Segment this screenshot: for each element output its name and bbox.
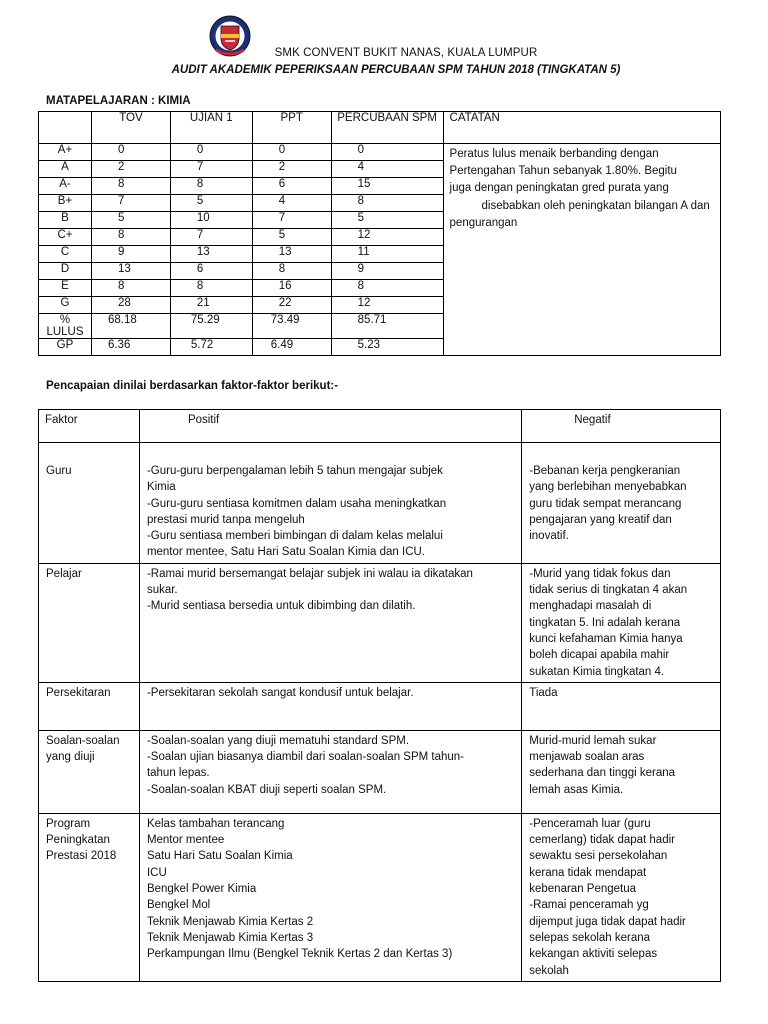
positif-line: -Guru-guru sentiasa komitmen dalam usaha meningkatkan bbox=[146, 497, 447, 510]
factor-row bbox=[39, 443, 721, 564]
gp-label: GP bbox=[39, 339, 92, 356]
grade-label: A- bbox=[39, 178, 92, 195]
factor-name-line: Peningkatan bbox=[46, 834, 110, 847]
catatan-line: pengurangan bbox=[449, 216, 518, 229]
percubaan-value: 9 bbox=[331, 263, 443, 280]
grade-label: B bbox=[39, 212, 92, 229]
positif-line: prestasi murid tanpa mengeluh bbox=[146, 513, 305, 526]
positif-line: -Murid sentiasa bersedia untuk dibimbing dan dilatih. bbox=[146, 600, 416, 613]
tov-value: 2 bbox=[91, 161, 170, 178]
ujian1-value: 6 bbox=[170, 263, 252, 280]
grade-table-header-row bbox=[39, 112, 721, 144]
percubaan-value: 8 bbox=[331, 195, 443, 212]
ujian1-value: 8 bbox=[170, 178, 252, 195]
negatif-line: dijemput juga tidak dapat hadir bbox=[529, 915, 686, 928]
ppt-value: 0 bbox=[252, 144, 331, 161]
catatan-line: Pertengahan Tahun sebanyak 1.80%. Begitu bbox=[449, 165, 677, 178]
grade-label: C bbox=[39, 246, 92, 263]
catatan-line: juga dengan peningkatan gred purata yang bbox=[449, 182, 669, 195]
ppt-value: 8 bbox=[252, 263, 331, 280]
factor-row bbox=[39, 813, 721, 981]
tov-value: 9 bbox=[91, 246, 170, 263]
program-line: Satu Hari Satu Soalan Kimia bbox=[146, 850, 293, 863]
negatif-line: Tiada bbox=[529, 686, 558, 699]
program-line: ICU bbox=[146, 866, 167, 879]
percubaan-value: 0 bbox=[331, 144, 443, 161]
percubaan-value: 4 bbox=[331, 161, 443, 178]
tov-value: 68.18 bbox=[91, 314, 170, 339]
tov-value: 8 bbox=[91, 178, 170, 195]
tov-value: 8 bbox=[91, 280, 170, 297]
factor-negatif bbox=[522, 730, 721, 813]
factor-table bbox=[38, 409, 721, 982]
factor-name-line: Program bbox=[46, 817, 91, 830]
tov-value: 28 bbox=[91, 297, 170, 314]
positif-line: -Persekitaran sekolah sangat kondusif untuk belajar. bbox=[146, 686, 414, 699]
tov-value: 0 bbox=[91, 144, 170, 161]
negatif-line: lemah asas Kimia. bbox=[529, 783, 624, 796]
negatif-line: sederhana dan tinggi kerana bbox=[529, 767, 676, 780]
factor-positif bbox=[139, 443, 521, 564]
program-line: Teknik Menjawab Kimia Kertas 2 bbox=[146, 915, 314, 928]
header-ujian1: UJIAN 1 bbox=[170, 112, 252, 144]
factor-name bbox=[39, 682, 140, 730]
ujian1-value: 10 bbox=[170, 212, 252, 229]
negatif-line: -Ramai penceramah yg bbox=[529, 899, 649, 912]
tov-value: 7 bbox=[91, 195, 170, 212]
header-positif: Positif bbox=[139, 410, 521, 443]
positif-line: -Guru sentiasa memberi bimbingan di dalam kelas melalui bbox=[146, 530, 443, 543]
ppt-value: 16 bbox=[252, 280, 331, 297]
factor-name-line: Soalan-soalan bbox=[46, 734, 120, 747]
header-tov: TOV bbox=[91, 112, 170, 144]
header-faktor: Faktor bbox=[39, 410, 140, 443]
audit-title: AUDIT AKADEMIK PEPERIKSAAN PERCUBAAN SPM TAHUN 2018 (TINGKATAN 5) bbox=[171, 64, 621, 76]
negatif-line: tidak serius di tingkatan 4 akan bbox=[529, 584, 688, 597]
ujian1-value: 5 bbox=[170, 195, 252, 212]
catatan-notes bbox=[443, 144, 720, 356]
factor-name bbox=[39, 563, 140, 682]
factor-name-line: Persekitaran bbox=[46, 686, 111, 699]
grade-table bbox=[38, 111, 721, 356]
tov-value: 13 bbox=[91, 263, 170, 280]
program-line: Perkampungan Ilmu (Bengkel Teknik Kertas 2 dan Kertas 3) bbox=[146, 948, 453, 961]
factor-positif bbox=[139, 682, 521, 730]
factor-name-line: Pelajar bbox=[46, 567, 82, 580]
negatif-line: yang berlebihan menyebabkan bbox=[529, 481, 687, 494]
header-percubaan: PERCUBAAN SPM bbox=[331, 112, 443, 144]
catatan-line: disebabkan oleh peningkatan bilangan A dan bbox=[481, 199, 710, 212]
positif-line: -Soalan-soalan yang diuji mematuhi standard SPM. bbox=[146, 734, 410, 747]
percubaan-value: 8 bbox=[331, 280, 443, 297]
factor-name bbox=[39, 730, 140, 813]
positif-line: tahun lepas. bbox=[146, 767, 210, 780]
positif-line: sukar. bbox=[146, 584, 178, 597]
lulus-label bbox=[39, 314, 92, 339]
factor-name bbox=[39, 443, 140, 564]
ujian1-value: 7 bbox=[170, 161, 252, 178]
percubaan-value: 11 bbox=[331, 246, 443, 263]
header-catatan: CATATAN bbox=[443, 112, 720, 144]
negatif-line: inovatif. bbox=[529, 530, 569, 543]
negatif-line: sewaktu sesi persekolahan bbox=[529, 850, 668, 863]
ppt-value: 2 bbox=[252, 161, 331, 178]
subject-heading: MATAPELAJARAN : KIMIA bbox=[46, 95, 191, 107]
negatif-line: cemerlang) tidak dapat hadir bbox=[529, 834, 675, 847]
negatif-line: sukatan Kimia tingkatan 4. bbox=[529, 665, 665, 678]
grade-label: C+ bbox=[39, 229, 92, 246]
grade-label: A+ bbox=[39, 144, 92, 161]
ppt-value: 6.49 bbox=[252, 339, 331, 356]
negatif-line: menjawab soalan aras bbox=[529, 751, 645, 764]
negatif-line: guru tidak sempat merancang bbox=[529, 497, 682, 510]
negatif-line: kunci kefahaman Kimia hanya bbox=[529, 632, 683, 645]
negatif-line: -Murid yang tidak fokus dan bbox=[529, 567, 671, 580]
positif-line: -Soalan ujian biasanya diambil dari soalan-soalan SPM tahun- bbox=[146, 751, 465, 764]
ujian1-value: 75.29 bbox=[170, 314, 252, 339]
school-name: SMK CONVENT BUKIT NANAS, KUALA LUMPUR bbox=[274, 47, 538, 59]
assessment-intro: Pencapaian dinilai berdasarkan faktor-faktor berikut:- bbox=[46, 380, 339, 392]
ujian1-value: 8 bbox=[170, 280, 252, 297]
factor-positif bbox=[139, 563, 521, 682]
ujian1-value: 7 bbox=[170, 229, 252, 246]
positif-line: Kimia bbox=[146, 481, 176, 494]
positif-line: -Soalan-soalan KBAT diuji seperti soalan SPM. bbox=[146, 783, 387, 796]
header-negatif: Negatif bbox=[522, 410, 721, 443]
factor-negatif bbox=[522, 563, 721, 682]
ppt-value: 5 bbox=[252, 229, 331, 246]
negatif-line: Murid-murid lemah sukar bbox=[529, 734, 657, 747]
program-line: Bengkel Mol bbox=[146, 899, 211, 912]
ujian1-value: 0 bbox=[170, 144, 252, 161]
ujian1-value: 5.72 bbox=[170, 339, 252, 356]
grade-row bbox=[39, 144, 721, 161]
header-ppt: PPT bbox=[252, 112, 331, 144]
factor-row bbox=[39, 563, 721, 682]
tov-value: 6.36 bbox=[91, 339, 170, 356]
program-line: Bengkel Power Kimia bbox=[146, 883, 257, 896]
percubaan-value: 15 bbox=[331, 178, 443, 195]
negatif-line: boleh dicapai apabila mahir bbox=[529, 649, 670, 662]
program-line: Kelas tambahan terancang bbox=[146, 817, 285, 830]
ujian1-value: 21 bbox=[170, 297, 252, 314]
ppt-value: 22 bbox=[252, 297, 331, 314]
header-grade bbox=[39, 112, 92, 144]
grade-label: D bbox=[39, 263, 92, 280]
tov-value: 5 bbox=[91, 212, 170, 229]
negatif-line: -Bebanan kerja pengkeranian bbox=[529, 465, 681, 477]
negatif-line: kekangan aktiviti selepas bbox=[529, 948, 658, 961]
factor-row bbox=[39, 682, 721, 730]
factor-name bbox=[39, 813, 140, 981]
percubaan-value: 5 bbox=[331, 212, 443, 229]
ppt-value: 73.49 bbox=[252, 314, 331, 339]
ujian1-value: 13 bbox=[170, 246, 252, 263]
lulus-label-line2: LULUS bbox=[46, 326, 84, 338]
factor-name-line: yang diuji bbox=[46, 751, 95, 764]
ppt-value: 13 bbox=[252, 246, 331, 263]
grade-label: E bbox=[39, 280, 92, 297]
factor-name-line: Guru bbox=[46, 465, 72, 477]
catatan-line: Peratus lulus menaik berbanding dengan bbox=[449, 148, 659, 160]
negatif-line: menghadapi masalah di bbox=[529, 600, 652, 613]
ppt-value: 6 bbox=[252, 178, 331, 195]
grade-label: A bbox=[39, 161, 92, 178]
percubaan-value: 12 bbox=[331, 229, 443, 246]
ppt-value: 4 bbox=[252, 195, 331, 212]
percubaan-value: 12 bbox=[331, 297, 443, 314]
factor-positif bbox=[139, 730, 521, 813]
grade-label: G bbox=[39, 297, 92, 314]
program-line: Mentor mentee bbox=[146, 834, 225, 847]
negatif-line: pengajaran yang kreatif dan bbox=[529, 513, 672, 526]
positif-line: -Guru-guru berpengalaman lebih 5 tahun mengajar subjek bbox=[146, 465, 443, 477]
factor-negatif bbox=[522, 813, 721, 981]
factor-positif bbox=[139, 813, 521, 981]
negatif-line: kerana tidak mendapat bbox=[529, 866, 647, 879]
ppt-value: 7 bbox=[252, 212, 331, 229]
negatif-line: selepas sekolah kerana bbox=[529, 931, 651, 944]
grade-label: B+ bbox=[39, 195, 92, 212]
positif-line: mentor mentee, Satu Hari Satu Soalan Kimia dan ICU. bbox=[146, 546, 425, 559]
percubaan-value: 5.23 bbox=[331, 339, 443, 356]
factor-table-header-row bbox=[39, 410, 721, 443]
percubaan-value: 85.71 bbox=[331, 314, 443, 339]
negatif-line: tingkatan 5. Ini adalah kerana bbox=[529, 616, 681, 629]
program-line: Teknik Menjawab Kimia Kertas 3 bbox=[146, 931, 314, 944]
negatif-line: -Penceramah luar (guru bbox=[529, 817, 651, 830]
factor-negatif bbox=[522, 682, 721, 730]
lulus-label-line1: % bbox=[59, 314, 71, 326]
negatif-line: kebenaran Pengetua bbox=[529, 883, 637, 896]
factor-name-line: Prestasi 2018 bbox=[46, 850, 117, 863]
positif-line: -Ramai murid bersemangat belajar subjek ini walau ia dikatakan bbox=[146, 567, 473, 580]
factor-negatif bbox=[522, 443, 721, 564]
negatif-line: sekolah bbox=[529, 964, 569, 977]
factor-row bbox=[39, 730, 721, 813]
tov-value: 8 bbox=[91, 229, 170, 246]
